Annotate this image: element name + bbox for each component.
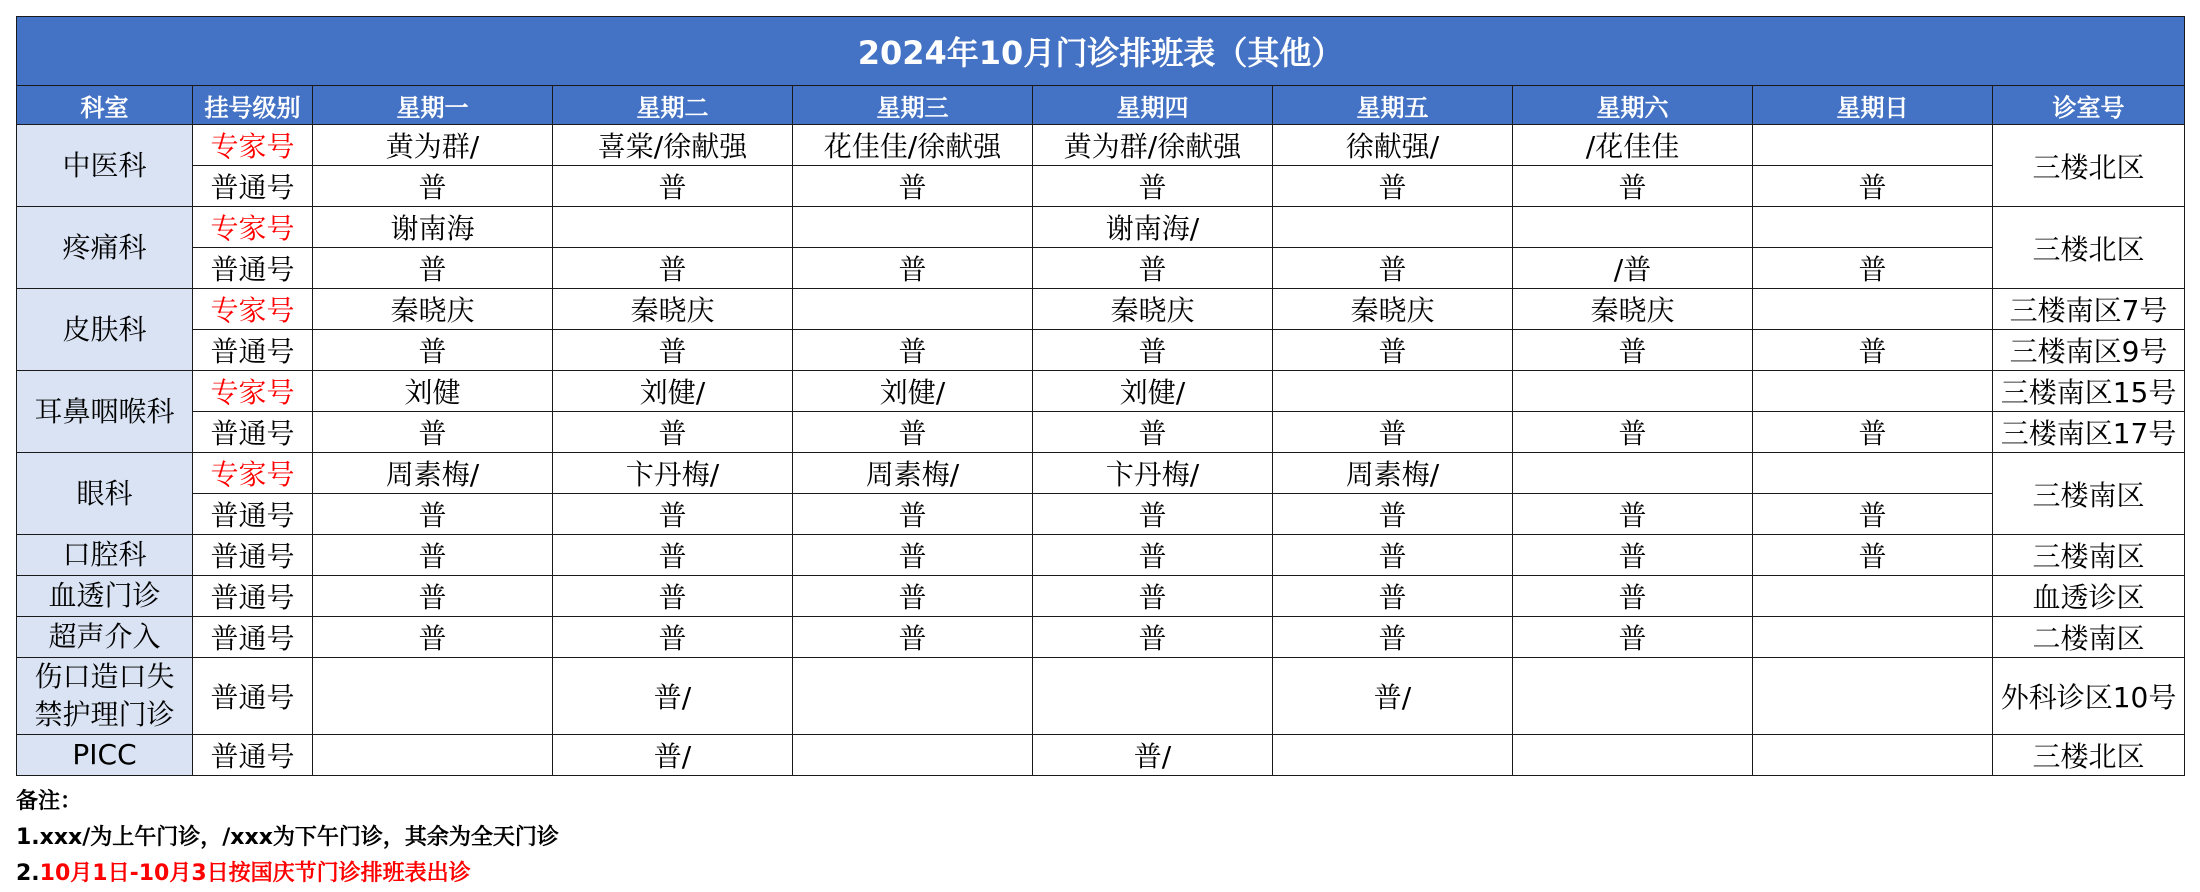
schedule-cell-monday: 普 — [313, 535, 553, 576]
dept-cell: 中医科 — [17, 125, 193, 207]
table-row — [17, 371, 2185, 412]
room-cell: 三楼北区 — [1993, 207, 2185, 289]
schedule-cell-monday: 黄为群/ — [313, 125, 553, 166]
schedule-cell-thursday: 黄为群/徐献强 — [1033, 125, 1273, 166]
schedule-cell-thursday: 秦晓庆 — [1033, 289, 1273, 330]
schedule-cell-friday: 普 — [1273, 576, 1513, 617]
schedule-cell-wednesday — [793, 289, 1033, 330]
schedule-cell-thursday: 普/ — [1033, 735, 1273, 776]
schedule-cell-wednesday: 普 — [793, 494, 1033, 535]
table-row — [17, 289, 2185, 330]
schedule-cell-tuesday: 普 — [553, 576, 793, 617]
schedule-cell-thursday: 普 — [1033, 576, 1273, 617]
table-row — [17, 412, 2185, 453]
schedule-cell-tuesday: 普 — [553, 166, 793, 207]
room-cell: 三楼南区15号 — [1993, 371, 2185, 412]
level-expert-cell: 专家号 — [193, 289, 313, 330]
schedule-body — [17, 125, 2185, 776]
schedule-cell-wednesday: 周素梅/ — [793, 453, 1033, 494]
room-cell: 外科诊区10号 — [1993, 658, 2185, 735]
level-general-cell: 普通号 — [193, 166, 313, 207]
schedule-cell-wednesday: 普 — [793, 535, 1033, 576]
schedule-cell-wednesday: 刘健/ — [793, 371, 1033, 412]
level-general-cell: 普通号 — [193, 658, 313, 735]
table-row — [17, 658, 2185, 735]
schedule-cell-monday: 普 — [313, 330, 553, 371]
level-general-cell: 普通号 — [193, 735, 313, 776]
table-row — [17, 207, 2185, 248]
schedule-cell-friday: 秦晓庆 — [1273, 289, 1513, 330]
level-expert-cell: 专家号 — [193, 453, 313, 494]
schedule-cell-saturday: /花佳佳 — [1513, 125, 1753, 166]
notes-line-2-prefix: 2. — [16, 861, 40, 886]
dept-cell: 血透门诊 — [17, 576, 193, 617]
header-monday: 星期一 — [313, 86, 553, 125]
schedule-cell-friday: 普 — [1273, 617, 1513, 658]
schedule-cell-friday: 徐献强/ — [1273, 125, 1513, 166]
header-friday: 星期五 — [1273, 86, 1513, 125]
schedule-cell-sunday — [1753, 125, 1993, 166]
schedule-cell-sunday: 普 — [1753, 166, 1993, 207]
schedule-cell-friday: 普 — [1273, 535, 1513, 576]
schedule-cell-thursday — [1033, 658, 1273, 735]
level-general-cell: 普通号 — [193, 248, 313, 289]
schedule-cell-monday: 普 — [313, 412, 553, 453]
header-sunday: 星期日 — [1753, 86, 1993, 125]
schedule-cell-friday: 普/ — [1273, 658, 1513, 735]
schedule-cell-tuesday: 普 — [553, 248, 793, 289]
level-general-cell: 普通号 — [193, 330, 313, 371]
schedule-cell-saturday: 普 — [1513, 576, 1753, 617]
schedule-cell-friday: 普 — [1273, 494, 1513, 535]
schedule-cell-sunday: 普 — [1753, 494, 1993, 535]
schedule-cell-thursday: 普 — [1033, 166, 1273, 207]
schedule-cell-saturday: /普 — [1513, 248, 1753, 289]
dept-cell: 耳鼻咽喉科 — [17, 371, 193, 453]
schedule-cell-tuesday: 普/ — [553, 735, 793, 776]
schedule-cell-monday: 普 — [313, 576, 553, 617]
notes — [16, 784, 2184, 892]
schedule-cell-sunday — [1753, 735, 1993, 776]
schedule-cell-wednesday: 普 — [793, 248, 1033, 289]
dept-line: 伤口造口失 — [34, 660, 175, 693]
dept-line: 禁护理门诊 — [34, 698, 175, 731]
schedule-cell-thursday: 谢南海/ — [1033, 207, 1273, 248]
schedule-cell-monday: 普 — [313, 617, 553, 658]
table-row — [17, 535, 2185, 576]
schedule-cell-wednesday: 普 — [793, 617, 1033, 658]
table-row — [17, 330, 2185, 371]
level-expert-cell: 专家号 — [193, 207, 313, 248]
schedule-cell-thursday: 普 — [1033, 494, 1273, 535]
schedule-cell-thursday: 普 — [1033, 617, 1273, 658]
schedule-cell-tuesday: 普 — [553, 617, 793, 658]
schedule-cell-tuesday: 普 — [553, 412, 793, 453]
room-cell: 三楼南区 — [1993, 453, 2185, 535]
room-cell: 三楼南区9号 — [1993, 330, 2185, 371]
schedule-cell-saturday: 秦晓庆 — [1513, 289, 1753, 330]
schedule-cell-monday: 周素梅/ — [313, 453, 553, 494]
schedule-cell-monday — [313, 735, 553, 776]
schedule-cell-saturday: 普 — [1513, 617, 1753, 658]
schedule-cell-saturday: 普 — [1513, 412, 1753, 453]
schedule-cell-wednesday: 普 — [793, 412, 1033, 453]
dept-cell: PICC — [17, 735, 193, 776]
schedule-cell-sunday: 普 — [1753, 535, 1993, 576]
header-dept: 科室 — [17, 86, 193, 125]
notes-label: 备注： — [16, 789, 83, 814]
dept-cell — [17, 658, 193, 735]
notes-line-1: 1.xxx/为上午门诊，/xxx为下午门诊，其余为全天门诊 — [16, 825, 559, 850]
schedule-cell-tuesday — [553, 207, 793, 248]
schedule-cell-sunday — [1753, 289, 1993, 330]
schedule-cell-saturday: 普 — [1513, 494, 1753, 535]
dept-cell: 口腔科 — [17, 535, 193, 576]
level-general-cell: 普通号 — [193, 494, 313, 535]
level-general-cell: 普通号 — [193, 576, 313, 617]
header-level: 挂号级别 — [193, 86, 313, 125]
schedule-cell-friday — [1273, 735, 1513, 776]
table-row — [17, 735, 2185, 776]
schedule-cell-saturday: 普 — [1513, 535, 1753, 576]
dept-cell: 眼科 — [17, 453, 193, 535]
schedule-cell-saturday: 普 — [1513, 166, 1753, 207]
schedule-cell-monday: 刘健 — [313, 371, 553, 412]
schedule-cell-friday: 普 — [1273, 248, 1513, 289]
table-row — [17, 576, 2185, 617]
header-saturday: 星期六 — [1513, 86, 1753, 125]
room-cell: 二楼南区 — [1993, 617, 2185, 658]
table-row — [17, 494, 2185, 535]
room-cell: 三楼南区17号 — [1993, 412, 2185, 453]
header-wednesday: 星期三 — [793, 86, 1033, 125]
schedule-cell-tuesday: 刘健/ — [553, 371, 793, 412]
level-expert-cell: 专家号 — [193, 125, 313, 166]
schedule-cell-friday: 普 — [1273, 330, 1513, 371]
schedule-table — [16, 16, 2185, 776]
schedule-cell-tuesday: 普 — [553, 330, 793, 371]
schedule-cell-sunday — [1753, 371, 1993, 412]
room-cell: 三楼北区 — [1993, 735, 2185, 776]
room-cell: 血透诊区 — [1993, 576, 2185, 617]
schedule-cell-sunday — [1753, 617, 1993, 658]
room-cell: 三楼南区7号 — [1993, 289, 2185, 330]
schedule-cell-friday — [1273, 207, 1513, 248]
schedule-cell-monday: 谢南海 — [313, 207, 553, 248]
schedule-cell-sunday: 普 — [1753, 330, 1993, 371]
table-row — [17, 166, 2185, 207]
room-cell: 三楼北区 — [1993, 125, 2185, 207]
schedule-cell-monday — [313, 658, 553, 735]
schedule-cell-tuesday: 卞丹梅/ — [553, 453, 793, 494]
schedule-cell-friday: 周素梅/ — [1273, 453, 1513, 494]
schedule-cell-sunday — [1753, 453, 1993, 494]
dept-cell: 疼痛科 — [17, 207, 193, 289]
schedule-cell-sunday — [1753, 576, 1993, 617]
schedule-cell-thursday: 普 — [1033, 330, 1273, 371]
level-general-cell: 普通号 — [193, 412, 313, 453]
schedule-cell-wednesday: 普 — [793, 576, 1033, 617]
dept-cell: 皮肤科 — [17, 289, 193, 371]
schedule-cell-saturday — [1513, 371, 1753, 412]
schedule-cell-monday: 秦晓庆 — [313, 289, 553, 330]
table-row — [17, 453, 2185, 494]
header-thursday: 星期四 — [1033, 86, 1273, 125]
schedule-cell-monday: 普 — [313, 248, 553, 289]
schedule-cell-monday: 普 — [313, 166, 553, 207]
level-expert-cell: 专家号 — [193, 371, 313, 412]
schedule-cell-thursday: 刘健/ — [1033, 371, 1273, 412]
schedule-cell-saturday — [1513, 735, 1753, 776]
schedule-cell-thursday: 普 — [1033, 248, 1273, 289]
schedule-cell-wednesday — [793, 735, 1033, 776]
schedule-cell-friday — [1273, 371, 1513, 412]
schedule-cell-wednesday — [793, 207, 1033, 248]
schedule-cell-wednesday: 花佳佳/徐献强 — [793, 125, 1033, 166]
table-title: 2024年10月门诊排班表（其他） — [17, 17, 2185, 86]
schedule-cell-sunday — [1753, 207, 1993, 248]
schedule-cell-friday: 普 — [1273, 412, 1513, 453]
schedule-cell-tuesday: 普/ — [553, 658, 793, 735]
level-general-cell: 普通号 — [193, 617, 313, 658]
schedule-cell-thursday: 普 — [1033, 412, 1273, 453]
schedule-cell-saturday: 普 — [1513, 330, 1753, 371]
schedule-cell-saturday — [1513, 658, 1753, 735]
notes-line-2-highlight: 10月1日-10月3日按国庆节门诊排班表出诊 — [39, 861, 471, 886]
table-row — [17, 125, 2185, 166]
table-row — [17, 248, 2185, 289]
schedule-cell-tuesday: 普 — [553, 494, 793, 535]
table-row — [17, 617, 2185, 658]
schedule-cell-wednesday — [793, 658, 1033, 735]
schedule-cell-saturday — [1513, 453, 1753, 494]
room-cell: 三楼南区 — [1993, 535, 2185, 576]
schedule-cell-saturday — [1513, 207, 1753, 248]
schedule-cell-friday: 普 — [1273, 166, 1513, 207]
schedule-cell-thursday: 普 — [1033, 535, 1273, 576]
schedule-document — [16, 16, 2184, 892]
schedule-cell-sunday: 普 — [1753, 412, 1993, 453]
schedule-cell-tuesday: 秦晓庆 — [553, 289, 793, 330]
dept-cell: 超声介入 — [17, 617, 193, 658]
schedule-cell-thursday: 卞丹梅/ — [1033, 453, 1273, 494]
level-general-cell: 普通号 — [193, 535, 313, 576]
schedule-cell-sunday: 普 — [1753, 248, 1993, 289]
schedule-cell-tuesday: 普 — [553, 535, 793, 576]
schedule-cell-monday: 普 — [313, 494, 553, 535]
header-tuesday: 星期二 — [553, 86, 793, 125]
schedule-cell-wednesday: 普 — [793, 330, 1033, 371]
schedule-cell-sunday — [1753, 658, 1993, 735]
header-room: 诊室号 — [1993, 86, 2185, 125]
schedule-cell-tuesday: 喜棠/徐献强 — [553, 125, 793, 166]
schedule-cell-wednesday: 普 — [793, 166, 1033, 207]
